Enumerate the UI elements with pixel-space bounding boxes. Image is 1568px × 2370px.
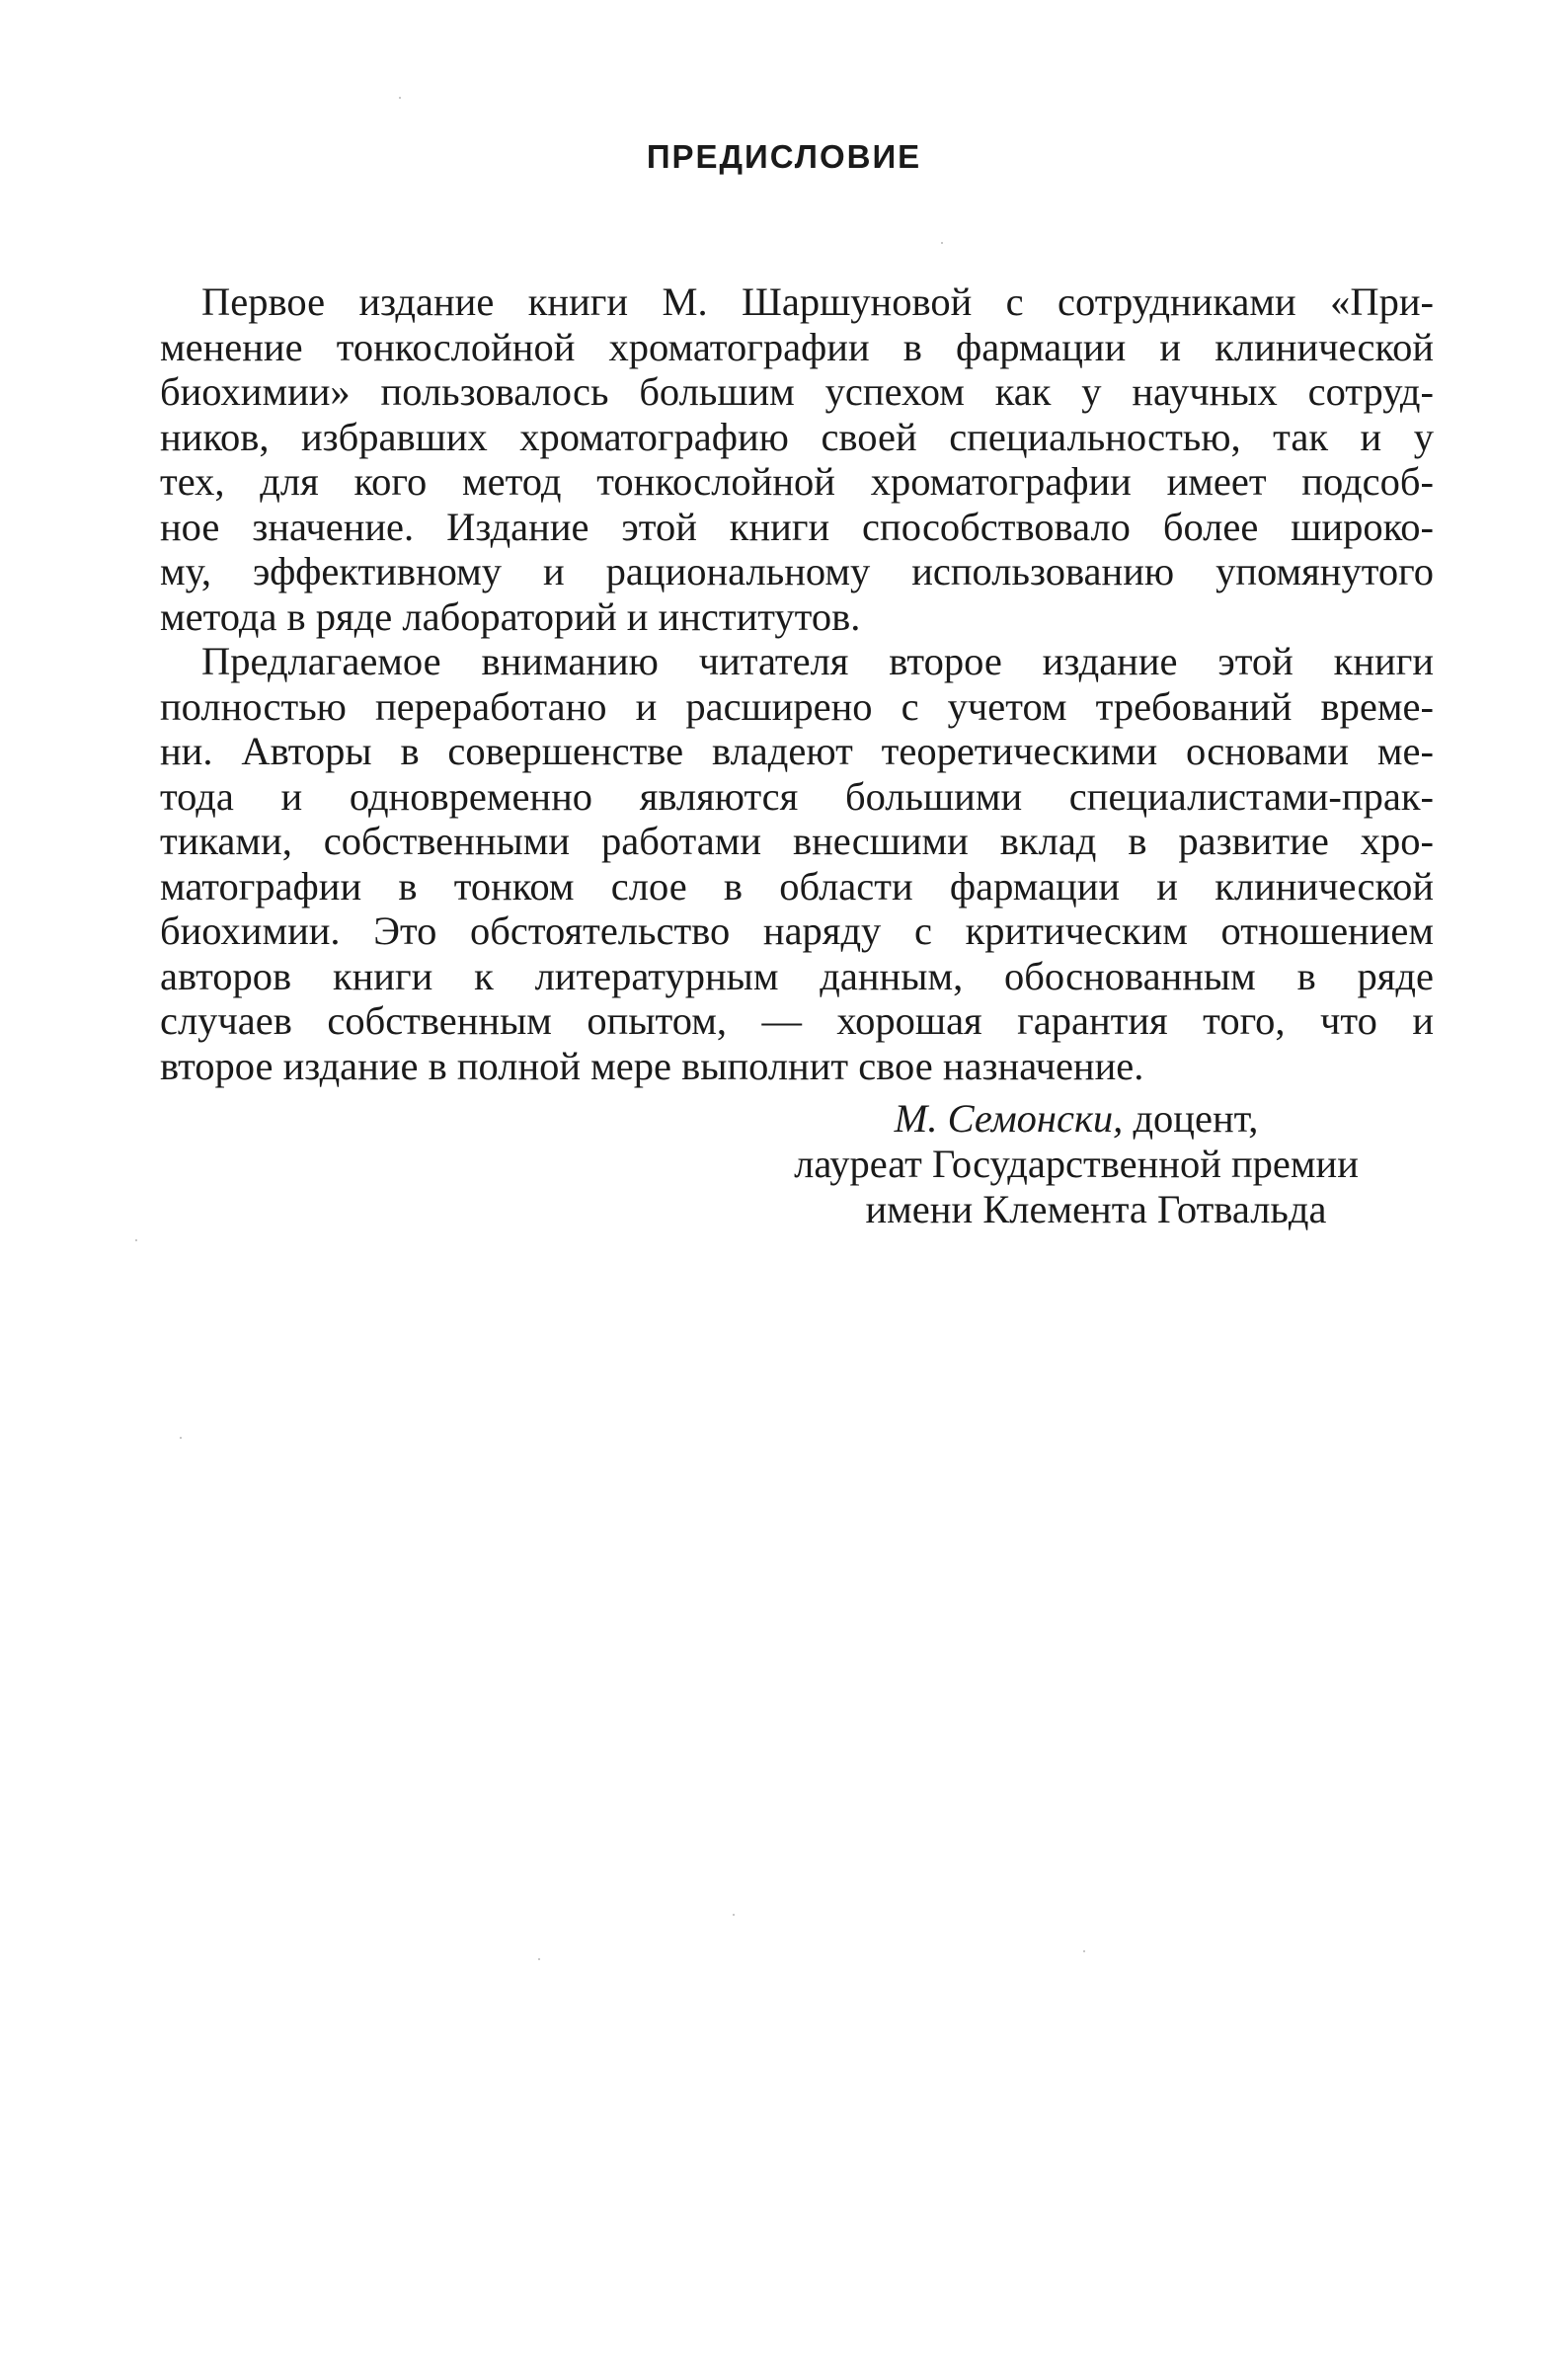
signature-line-2: лауреат Государственной премии: [794, 1142, 1359, 1186]
signature-position: доцент,: [1123, 1096, 1259, 1141]
paragraph-1-line-5: тех, для кого метод тонкослойной хроматографии имеет подсоб-: [160, 459, 1434, 504]
paragraph-2-line-7: биохимии. Это обстоятельство наряду с критическим отношением: [160, 908, 1434, 953]
paragraph-2-line-1: Предлагаемое вниманию читателя второе издание этой книги: [201, 639, 1434, 683]
paragraph-1-line-1: Первое издание книги М. Шаршуновой с сотрудниками «При-: [201, 279, 1434, 324]
paragraph-2-line-4: тода и одновременно являются большими специалистами-прак-: [160, 773, 1434, 819]
scan-speck: [135, 1239, 137, 1241]
paragraph-1-line-7: му, эффективному и рациональному использованию упомянутого: [160, 549, 1434, 593]
scan-speck: [399, 97, 401, 99]
paragraph-2-line-5: тиками, собственными работами внесшими вклад в развитие хро-: [160, 819, 1434, 863]
signature-block: [731, 1096, 1422, 1232]
paragraph-2-line-10: второе издание в полной мере выполнит свое назначение.: [160, 1043, 1144, 1088]
paragraph-2-line-3: ни. Авторы в совершенстве владеют теоретическими основами ме-: [160, 729, 1434, 773]
paragraph-1-line-8: метода в ряде лабораторий и институтов.: [160, 593, 861, 639]
paragraph-1-line-2: менение тонкослойной хроматографии в фармации и клинической: [160, 324, 1434, 369]
signature-line-1: [731, 1096, 1422, 1142]
scan-speck: [1083, 1950, 1085, 1952]
scan-speck: [941, 242, 943, 244]
page-title: ПРЕДИСЛОВИЕ: [646, 138, 922, 175]
signature-name: М. Семонски,: [894, 1096, 1124, 1141]
paragraph-1-line-3: биохимии» пользовалось большим успехом как у научных сотруд-: [160, 369, 1434, 414]
signature-line-3: имени Клемента Готвальда: [865, 1187, 1327, 1231]
paragraph-2-line-9: случаев собственным опытом, — хорошая гарантия того, что и: [160, 998, 1434, 1043]
scan-speck: [180, 1437, 182, 1439]
paragraph-2-line-6: матографии в тонком слое в области фармации и клинической: [160, 863, 1434, 908]
scan-speck: [538, 1958, 540, 1960]
paragraph-1-line-6: ное значение. Издание этой книги способствовало более широко-: [160, 504, 1434, 549]
paragraph-1-line-4: ников, избравших хроматографию своей специальностью, так и у: [160, 414, 1434, 459]
preface-body: [160, 279, 1434, 1088]
paragraph-2-line-2: полностью переработано и расширено с учетом требований време-: [160, 683, 1434, 729]
scan-speck: [733, 1914, 735, 1916]
paragraph-2-line-8: авторов книги к литературным данным, обоснованным в ряде: [160, 953, 1434, 998]
